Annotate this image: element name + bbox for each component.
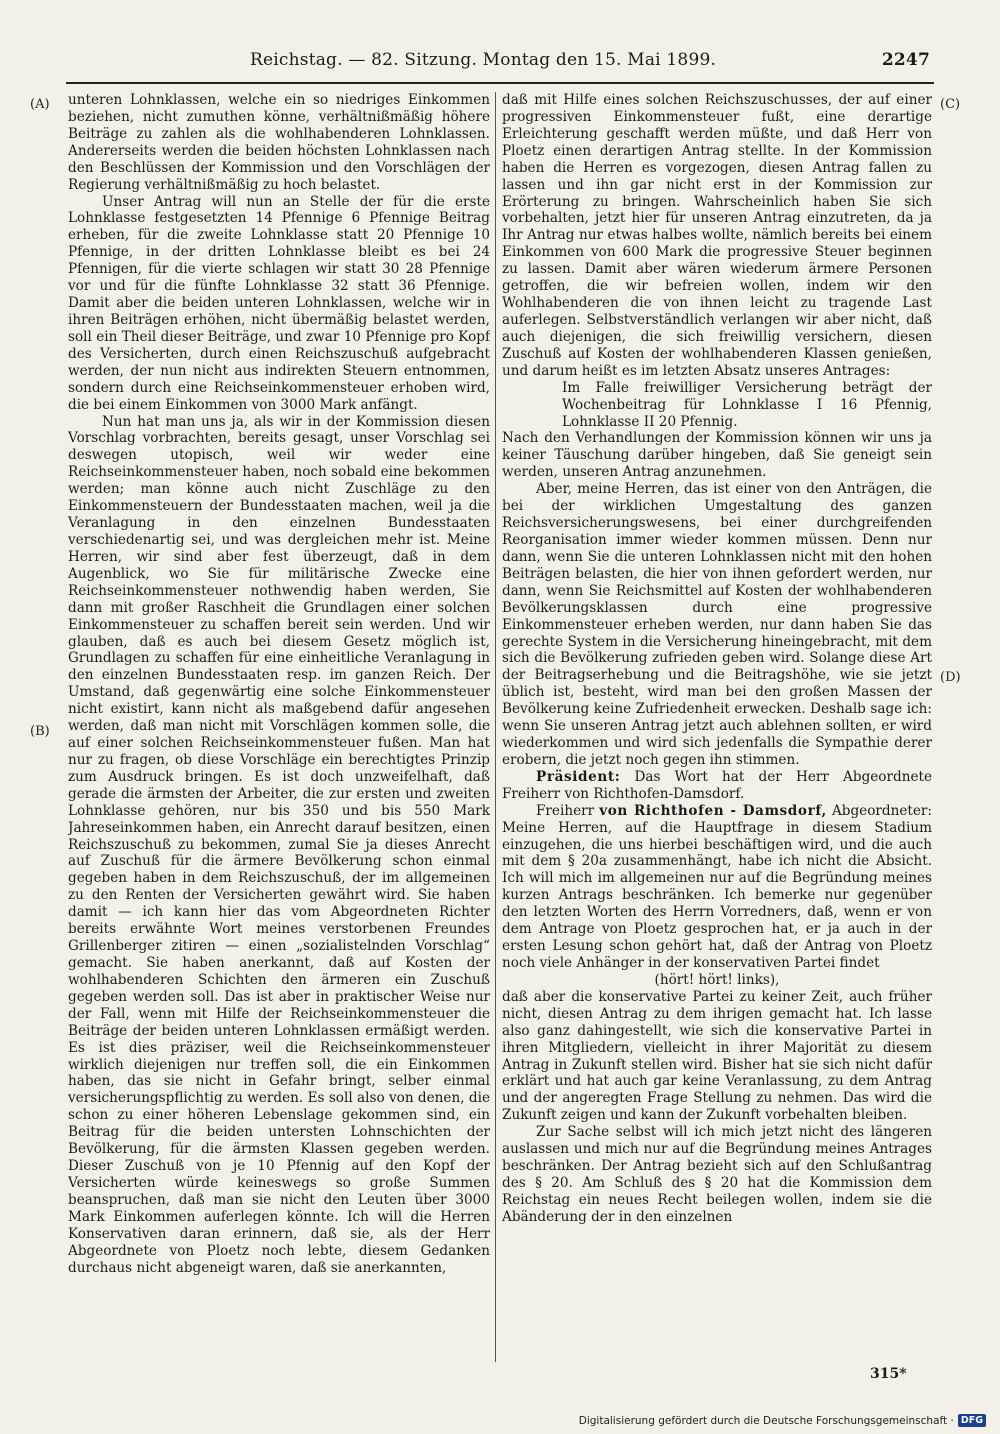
left-paragraph: Unser Antrag will nun an Stelle der für die erste Lohnklasse festgesetzten 14 Pfennige 6 Pfennige Beitrag erheben, für die zweite Lohnklasse statt 20 Pfennige 10 Pfennige, in der dritten Lohnklasse bleibt es bei 24 Pfennigen, für die vierte schlagen wir statt 30 28 Pfennige vor und für die fünfte Lohnklasse 32 statt 36 Pfennige. Damit aber die beiden unteren Lohnklassen, welche wir in ihren Beiträgen erhöhen, nicht übermäßig belastet werden, soll ein Theil dieser Beiträge, und zwar 10 Pfennige pro Kopf des Versicherten, durch einen Reichszuschuß aufgebracht werden, der nun nicht aus indirekten Steuern entnommen, sondern durch eine Reichseinkommensteuer erhoben wird, die bei einem Einkommen von 3000 Mark anfängt. <box>68 193 490 413</box>
speaker-name: von Richthofen - Damsdorf, <box>599 802 827 819</box>
left-paragraph: Nun hat man uns ja, als wir in der Kommission diesen Vorschlag vorbrachten, bereits gesagt, unser Vorschlag sei deswegen utopisch, weil wir weder eine Reichseinkommensteuer haben, noch sobald eine bekommen werden; man könne auch nicht Zuschläge zu den Einkommensteuern der Bundesstaaten machen, weil ja die Veranlagung in den einzelnen Bundesstaaten verschiedenartig sei, und was dergleichen mehr ist. Meine Herren, wir sind aber fest überzeugt, daß in dem Augenblick, wo Sie für militärische Zwecke eine Reichseinkommensteuer nothwendig haben werden, Sie dann mit großer Raschheit die Grundlagen einer solchen Einkommensteuer zu schaffen bereit sein werden. Und wir glauben, daß es auch bei diesem Gesetz möglich ist, Grundlagen zu schaffen für eine einheitliche Veranlagung in den einzelnen Bundesstaaten resp. im ganzen Reich. Der Umstand, daß gegenwärtig eine solche Einkommensteuer nicht existirt, kann nicht als maßgebend dafür angesehen werden, daß man nicht mit Vorschlägen kommen solle, die auf einer solchen Reichseinkommensteuer fußen. Man hat nur zu fragen, ob diese Vorschläge ein berechtigtes Prinzip zum Ausdruck bringen. Es ist doch unzweifelhaft, daß gerade die ärmsten der Arbeiter, die zur ersten und zweiten Lohnklasse gehören, nur bis 350 und bis 550 Mark Jahreseinkommen haben, ein Anrecht darauf besitzen, einen Reichszuschuß zu bekommen, zumal Sie ja dieses Anrecht auf Zuschuß für die ärmere Bevölkerung schon einmal gegeben haben in dem Reichszuschuß, der im allgemeinen zu den Renten der Versicherten gewährt wird. Sie haben damit — ich kann hier das vom Abgeordneten Richter bereits erwähnte Wort meines verstorbenen Freundes Grillenberger zitiren — einen „sozialistelnden Vorschlag“ gemacht. Sie haben anerkannt, daß auf Kosten der wohlhabenderen Schichten den ärmeren ein Zuschuß gegeben werden soll. Das ist aber in praktischer Weise nur der Fall, wenn mit Hilfe der Reichseinkommensteuer die Beiträge der beiden unteren Lohnklassen ermäßigt werden. Es ist dies präziser, weil die Reichseinkommensteuer wirklich diejenigen nur treffen soll, die ein Einkommen haben, das sie nicht in Gefahr bringt, selber einmal versicherungspflichtig zu werden. Es soll also von denen, die schon zu einer höheren Lebenslage gekommen sind, ein Beitrag für die beiden untersten Lohnschichten der Bevölkerung, für die ärmsten Klassen gegeben werden. Dieser Zuschuß von je 10 Pfennig auf den Kopf der Versicherten würde keineswegs so große Summen beanspruchen, daß man sie nicht den Leuten über 3000 Mark Einkommen auferlegen könnte. Ich will die Herren Konservativen daran erinnern, daß sie, als der Herr Abgeordnete von Ploetz noch lebte, diesem Gedanken durchaus nicht abgeneigt waren, daß sie anerkannten, <box>68 413 490 1276</box>
header-title: Reichstag. — 82. Sitzung. Montag den 15. Mai 1899. <box>250 50 717 70</box>
speaker-text: Abgeordneter: Meine Herren, auf die Hauptfrage in diesem Stadium einzugehen, die uns hierbei beschäftigen wird, und die auch mit dem § 20a zusammenhängt, habe ich nicht die Absicht. Ich will mich im allgemeinen nur auf die Begründung meines kurzen Antrags beschränken. Ich bemerke nur gegenüber den letzten Worten des Herrn Vorredners, daß, wenn er von dem Antrage von Ploetz gesprochen hat, er ja auch in der ersten Lesung schon gehört hat, daß der Antrag von Ploetz noch viele Anhänger in der konservativen Partei findet <box>502 802 932 972</box>
margin-marker-d: (D) <box>940 670 961 685</box>
motion-quote: Im Falle freiwilliger Versicherung beträgt der Wochenbeitrag für Lohnklasse I 16 Pfennig, Lohnklasse II 20 Pfennig. <box>562 379 932 430</box>
right-paragraph: daß aber die konservative Partei zu keiner Zeit, auch früher nicht, diesen Antrag zu dem ihrigen gemacht hat. Ich lasse also ganz dahingestellt, wie sich die konservative Partei in ihren Mitgliedern, vielleicht in ihrer Majorität zu diesem Antrag in Zukunft stellen wird. Bisher hat sie sich nicht dafür erklärt und hat auch gar keine Veranlassung, zu dem Antrag und der angeregten Frage Stellung zu nehmen. Das wird die Zukunft zeigen und kann der Zukunft vorbehalten bleiben. <box>502 988 932 1124</box>
right-column <box>502 92 932 1364</box>
right-paragraph: Nach den Verhandlungen der Kommission können wir uns ja keiner Täuschung darüber hingeben, daß Sie geneigt sein werden, unseren Antrag anzunehmen. <box>502 430 932 481</box>
left-column <box>68 92 490 1364</box>
left-paragraph: unteren Lohnklassen, welche ein so niedriges Einkommen beziehen, nicht zumuthen könne, verhältnißmäßig höhere Beiträge zu zahlen als die wohlhabenderen Lohnklassen. Andererseits werden die beiden höchsten Lohnklassen nach den Beschlüssen der Kommission und den Vorschlägen der Regierung verhältnißmäßig zu hoch belastet. <box>68 92 490 193</box>
right-paragraph: Zur Sache selbst will ich mich jetzt nicht des längeren auslassen und mich nur auf die Begründung meines Antrages beschränken. Der Antrag bezieht sich auf den Schlußantrag des § 20. Am Schluß des § 20 hat die Kommission dem Reichstag ein neues Recht beilegen wollen, indem sie die Abänderung der in den einzelnen <box>502 1124 932 1225</box>
speaker-prefix: Freiherr <box>536 802 595 819</box>
right-paragraph: daß mit Hilfe eines solchen Reichszuschusses, der auf einer progressiven Einkommensteuer fußt, eine derartige Erleichterung geschafft werden müßte, und daß Herr von Ploetz einen derartigen Antrag stellte. In der Kommission haben die Herren es vorgezogen, diesen Antrag fallen zu lassen und ihn gar nicht erst in der Kommission zur Erörterung zu bringen. Wahrscheinlich haben Sie sich vorbehalten, jetzt hier für unseren Antrag einzutreten, da ja Ihr Antrag nur etwas halbes wollte, nämlich bereits bei einem Einkommen von 600 Mark die progressive Steuer beginnen zu lassen. Damit aber wären wiederum ärmere Personen getroffen, die wir befreien wollen, indem wir den Wohlhabenderen die von ihnen leicht zu tragende Last auferlegen. Selbstverständlich verlangen wir aber nicht, daß auch diejenigen, die sich freiwillig versichern, diesen Zuschuß auf Kosten der wohlhabenderen Klassen genießen, und darum heißt es im letzten Absatz unseres Antrages: <box>502 92 932 379</box>
footer-text: Digitalisierung gefördert durch die Deutsche Forschungsgemeinschaft · <box>578 1414 954 1427</box>
running-header <box>250 50 930 78</box>
dfg-logo-icon: DFG <box>958 1414 986 1427</box>
column-divider <box>495 92 496 1362</box>
header-rule <box>66 82 934 84</box>
margin-marker-c: (C) <box>940 97 961 112</box>
interjection: (hört! hört! links), <box>654 971 780 988</box>
margin-marker-b: (B) <box>30 724 50 739</box>
margin-marker-a: (A) <box>30 97 50 112</box>
president-label: Präsident: <box>536 768 621 785</box>
president-statement <box>502 769 932 803</box>
digitization-footer <box>579 1414 986 1427</box>
speaker-statement <box>502 803 932 972</box>
signature-mark: 315* <box>870 1366 907 1382</box>
page-number: 2247 <box>881 50 930 70</box>
right-paragraph: Aber, meine Herren, das ist einer von den Anträgen, die bei der wirklichen Umgestaltung des ganzen Reichsversicherungswesens, bei einer durchgreifenden Reorganisation immer wieder kommen müssen. Denn nur dann, wenn Sie die unteren Lohnklassen nicht mit den hohen Beiträgen belasten, die hier von ihnen gefordert werden, nur dann, wenn Sie Reichsmittel auf Kosten der wohlhabenderen Bevölkerungsklassen durch eine progressive Einkommensteuer erheben werden, nur dann haben Sie das gerechte System in die Versicherung hineingebracht, mit dem sich die Bevölkerung zufrieden geben wird. Solange diese Art der Beitragserhebung und die Beitragshöhe, wie sie jetzt üblich ist, besteht, wird man bei den großen Massen der Bevölkerung keine Zufriedenheit erwecken. Deshalb sage ich: wenn Sie unseren Antrag jetzt auch ablehnen sollten, er wird wiederkommen und wird sich jedenfalls die Sympathie derer erobern, die jetzt noch gegen ihn stimmen. <box>502 481 932 768</box>
president-text: Das Wort hat der Herr Abgeordnete Freiherr von Richthofen-Damsdorf. <box>502 768 932 802</box>
